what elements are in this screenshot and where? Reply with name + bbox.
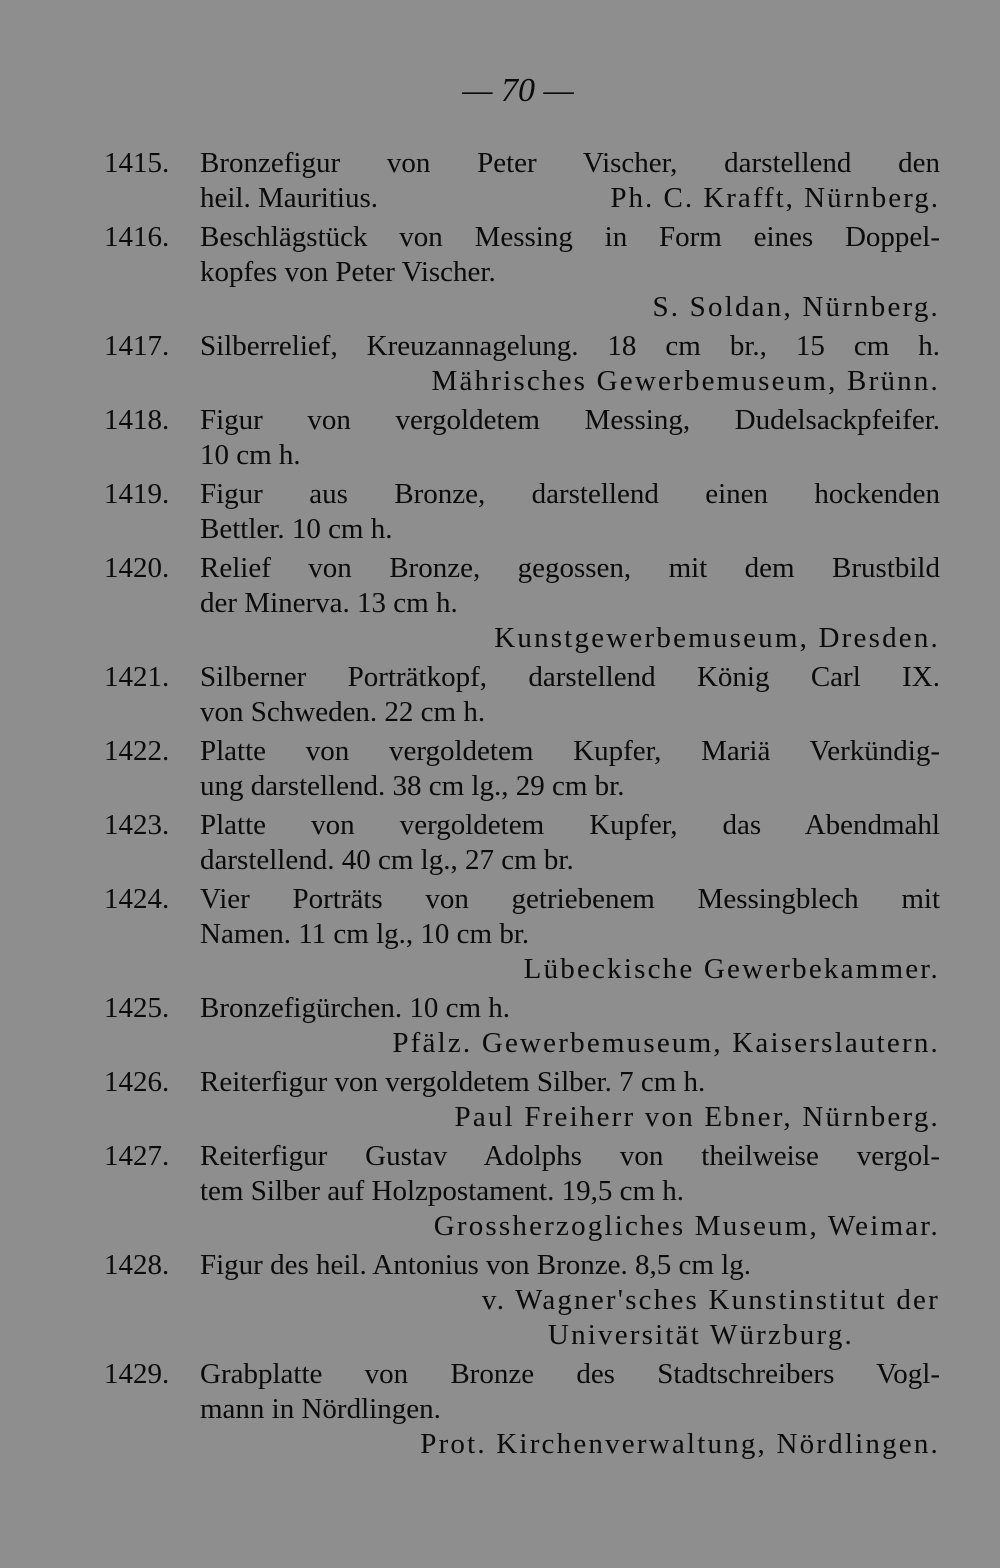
entry-number: 1425. [104, 992, 170, 1024]
entry-number: 1426. [104, 1066, 170, 1098]
entry-text-line: Figur aus Bronze, darstellend einen hockenden [200, 478, 940, 510]
catalog-entry [104, 1357, 940, 1462]
entry-number: 1418. [104, 404, 170, 436]
entry-text-line: von Schweden. 22 cm h. [200, 696, 486, 728]
entry-number: 1419. [104, 478, 170, 510]
catalog-entry [104, 991, 940, 1061]
catalog-entry [104, 403, 940, 473]
entry-text-line: kopfes von Peter Vischer. [200, 256, 496, 288]
entry-source: Universität Würzburg. [547, 1319, 854, 1351]
entry-text-line: Platte von vergoldetem Kupfer, das Abendmahl [200, 809, 940, 841]
entry-text-line: mann in Nördlingen. [200, 1393, 441, 1425]
entry-number: 1415. [104, 147, 170, 179]
page-number: — 70 — [462, 72, 574, 109]
entry-text-line: Bronzefigürchen. 10 cm h. [200, 992, 511, 1024]
entry-text-line: tem Silber auf Holzpostament. 19,5 cm h. [200, 1175, 685, 1207]
entry-text-line: Vier Porträts von getriebenem Messingblech mit [200, 883, 940, 915]
entry-text-line: Beschlägstück von Messing in Form eines Doppel- [200, 221, 940, 253]
catalog-entry [104, 1065, 940, 1135]
entry-text-line: ung darstellend. 38 cm lg., 29 cm br. [200, 770, 625, 802]
catalog-entries [104, 146, 940, 1466]
entry-source: Kunstgewerbemuseum, Dresden. [494, 622, 940, 654]
entry-source: Pfälz. Gewerbemuseum, Kaiserslautern. [392, 1027, 940, 1059]
catalog-entry [104, 660, 940, 730]
catalog-entry [104, 329, 940, 399]
entry-text-line: darstellend. 40 cm lg., 27 cm br. [200, 844, 574, 876]
catalog-entry [104, 808, 940, 878]
catalog-entry [104, 1248, 940, 1353]
entry-text-line: Bettler. 10 cm h. [200, 513, 393, 545]
catalog-entry [104, 220, 940, 325]
entry-number: 1423. [104, 809, 170, 841]
entry-source: S. Soldan, Nürnberg. [652, 291, 940, 323]
catalog-entry [104, 551, 940, 656]
entry-number: 1422. [104, 735, 170, 767]
entry-text-line: Silberner Porträtkopf, darstellend König Carl IX. [200, 661, 940, 693]
catalog-entry [104, 477, 940, 547]
entry-text-line: Relief von Bronze, gegossen, mit dem Brustbild [200, 552, 940, 584]
entry-text-line: heil. Mauritius. [200, 182, 379, 214]
entry-source: Paul Freiherr von Ebner, Nürnberg. [454, 1101, 940, 1133]
entry-source: Grossherzogliches Museum, Weimar. [433, 1210, 940, 1242]
entry-text-line: Silberrelief, Kreuzannagelung. 18 cm br., 15 cm h. [200, 330, 940, 362]
entry-number: 1427. [104, 1140, 170, 1172]
entry-text-line: der Minerva. 13 cm h. [200, 587, 458, 619]
entry-number: 1420. [104, 552, 170, 584]
entry-source: v. Wagner'sches Kunstinstitut der [481, 1284, 940, 1316]
entry-text-line: Reiterfigur Gustav Adolphs von theilweise vergol- [200, 1140, 940, 1172]
entry-source: Mährisches Gewerbemuseum, Brünn. [431, 365, 940, 397]
catalog-entry [104, 734, 940, 804]
entry-text-line: 10 cm h. [200, 439, 301, 471]
catalog-entry [104, 1139, 940, 1244]
entry-source: Lübeckische Gewerbekammer. [523, 953, 940, 985]
catalog-entry [104, 146, 940, 216]
entry-text-line: Namen. 11 cm lg., 10 cm br. [200, 918, 530, 950]
entry-text-line: Figur von vergoldetem Messing, Dudelsackpfeifer. [200, 404, 940, 436]
entry-number: 1421. [104, 661, 170, 693]
entry-number: 1428. [104, 1249, 170, 1281]
entry-source: Prot. Kirchenverwaltung, Nördlingen. [420, 1428, 940, 1460]
entry-text-line: Grabplatte von Bronze des Stadtschreibers Vogl- [200, 1358, 940, 1390]
entry-number: 1417. [104, 330, 170, 362]
entry-text-line: Bronzefigur von Peter Vischer, darstellend den [200, 147, 940, 179]
catalog-entry [104, 882, 940, 987]
entry-number: 1416. [104, 221, 170, 253]
entry-number: 1424. [104, 883, 170, 915]
entry-number: 1429. [104, 1358, 170, 1390]
entry-text-line: Platte von vergoldetem Kupfer, Mariä Verkündig- [200, 735, 940, 767]
entry-text-line: Figur des heil. Antonius von Bronze. 8,5 cm lg. [200, 1249, 751, 1281]
entry-text-line: Reiterfigur von vergoldetem Silber. 7 cm h. [200, 1066, 706, 1098]
entry-source: Ph. C. Krafft, Nürnberg. [610, 182, 940, 214]
